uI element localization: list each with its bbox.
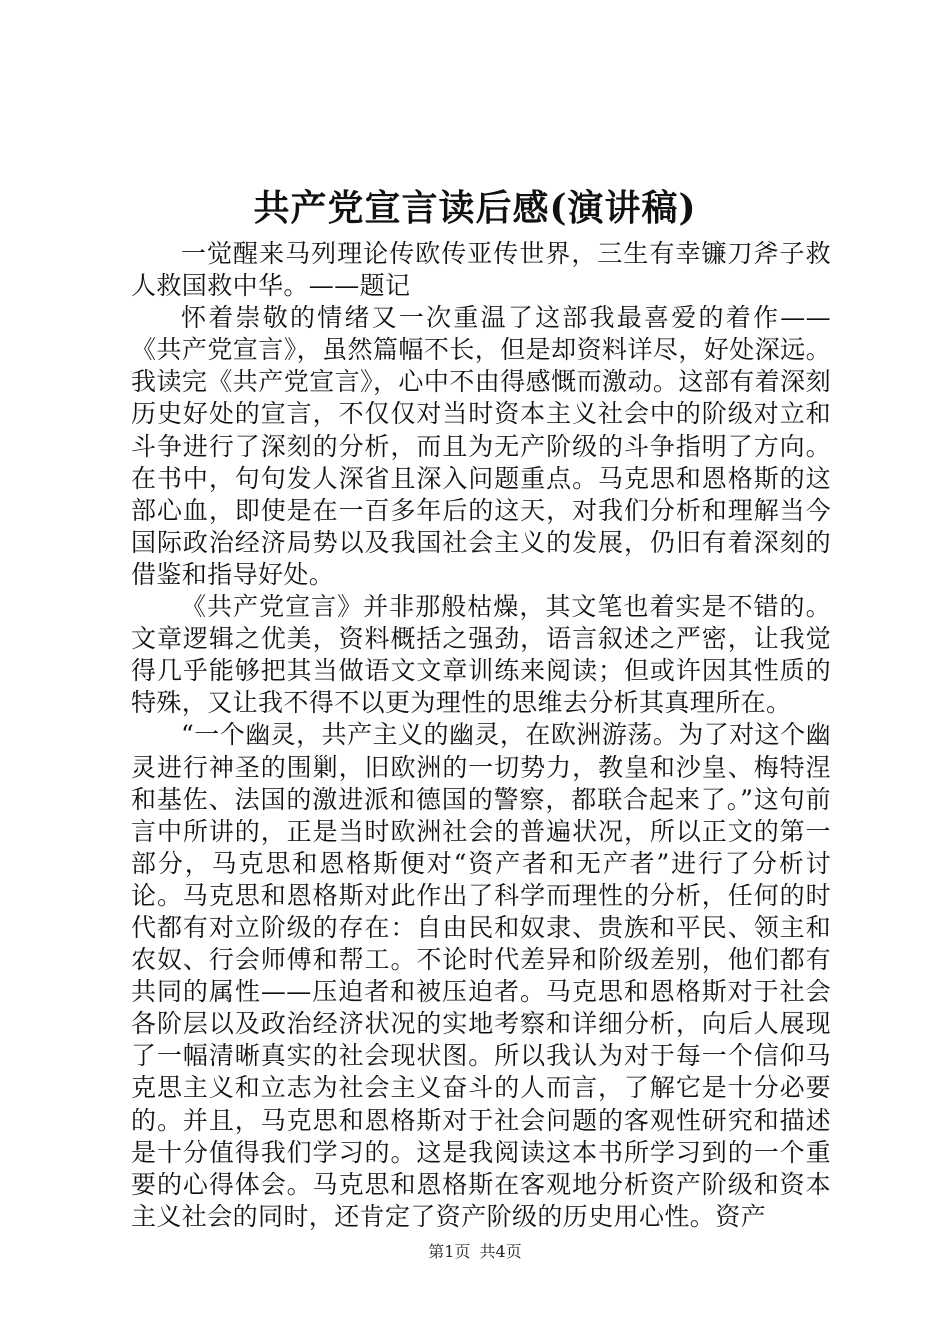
body-paragraph: “一个幽灵，共产主义的幽灵，在欧洲游荡。为了对这个幽灵进行神圣的围剿，旧欧洲的一切势力，教皇和沙皇、梅特涅和基佐、法国的激进派和德国的警察，都联合起来了。”这句前言中所讲的，正是当时欧洲社会的普遍状况，所以正文的第一部分，马克思和恩格斯便对“资产者和无产者”进行了分析讨论。马克思和恩格斯对此作出了科学而理性的分析，任何的时代都有对立阶级的存在：自由民和奴隶、贵族和平民、领主和农奴、行会师傅和帮工。不论时代差异和阶级差别，他们都有共同的属性——压迫者和被压迫者。马克思和恩格斯对于社会各阶层以及政治经济状况的实地考察和详细分析，向后人展现了一幅清晰真实的社会现状图。所以我认为对于每一个信仰马克思主义和立志为社会主义奋斗的人而言，了解它是十分必要的。并且，马克思和恩格斯对于社会问题的客观性研究和描述是十分值得我们学习的。这是我阅读这本书所学习到的一个重要的心得体会。马克思和恩格斯在客观地分析资产阶级和资本主义社会的同时，还肯定了资产阶级的历史用心性。资产 xyxy=(131,720,831,1231)
page-footer xyxy=(0,1242,950,1262)
document-body xyxy=(131,238,831,1233)
body-paragraph: 《共产党宣言》并非那般枯燥，其文笔也着实是不错的。文章逻辑之优美，资料概括之强劲，语言叙述之严密，让我觉得几乎能够把其当做语文文章训练来阅读；但或许因其性质的特殊，又让我不得不以更为理性的思维去分析其真理所在。 xyxy=(131,592,831,718)
page-number: 第1页 xyxy=(428,1242,471,1261)
epigraph-paragraph: 一觉醒来马列理论传欧传亚传世界，三生有幸镰刀斧子救人救国救中华。——题记 xyxy=(131,239,831,301)
document-title: 共产党宣言读后感(演讲稿) xyxy=(253,187,697,229)
body-paragraph: 怀着崇敬的情绪又一次重温了这部我最喜爱的着作——《共产党宣言》，虽然篇幅不长，但是却资料详尽，好处深远。我读完《共产党宣言》，心中不由得感慨而激动。这部有着深刻历史好处的宣言，不仅仅对当时资本主义社会中的阶级对立和斗争进行了深刻的分析，而且为无产阶级的斗争指明了方向。在书中，句句发人深省且深入问题重点。马克思和恩格斯的这部心血，即使是在一百多年后的这天，对我们分析和理解当今国际政治经济局势以及我国社会主义的发展，仍旧有着深刻的借鉴和指导好处。 xyxy=(131,303,831,589)
page-total: 共4页 xyxy=(479,1242,522,1261)
